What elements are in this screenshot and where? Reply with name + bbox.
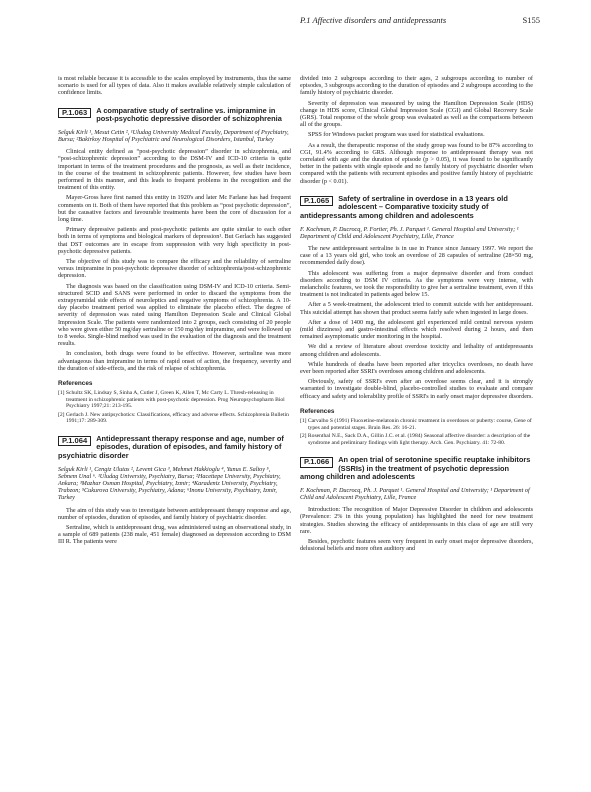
references-heading: References (58, 380, 93, 388)
left-column (58, 75, 291, 549)
abstract-paragraph: As a result, the therapeutic response of the study group was found to be 87% according to CGI, 91.4% according to GRS. Although response to antidepressant therapy was not correlated with age and the duration of episode (p > 0.05), it was found to be significantly better in the patients with single episode and no family history of psychiatric disorder when compared with the patients with recurrent episodes and positive family history of psychiatric disorder (p < 0.01). (300, 141, 533, 185)
abstract-paragraph: Mayer-Gross have first named this entity in 1920's and later Mc Farlane has had frequent comments on it. Both of them have reported that this problem as “post psychotic depression”, but the causative factors and favourable treatments have been the core of discussion for a long time. (58, 194, 291, 224)
abstract-paragraph: Primary depressive patients and post-psychotic patients are quite similar to each other both in terms of symptoms and biological markers of depression¹. But Gerlach has suggested that DST outcomes are in escape from suppression with very high specificity in post-psychotic depressive patients. (58, 226, 291, 255)
abstract-heading (58, 435, 291, 461)
abstract-paragraph: SPSS for Windows packet program was used for statistical evaluations. (308, 131, 485, 139)
reference-item: [2] Gerlach J. New antipsychotics: Classifications, efficacy and adverse effects. Schizophrenia Bulletin 1991;17: 289-309. (58, 411, 289, 425)
abstract-code: P.1.065 (300, 196, 333, 207)
continued-paragraph: is most reliable because it is accessible to the scales employed by instruments, thus the same scenario is used for all types of data. Also it makes available relatively simple calculation of confidence limits. (58, 75, 291, 97)
running-header (300, 15, 540, 25)
abstract-paragraph: Besides, psychotic features seem very frequent in early onset major depressive disorders, delusional beliefs and more often auditory and (300, 538, 533, 553)
reference-item: [1] Schultz SK, Lindsay S, Sinha A, Cutler J, Green K, Allen T, Mc Carty L. Thresh-releasing in treatment in schizophrenic patients with post-psychotic depression. Prog Neuropsychopharm Biol Psychiatry 1997;21: 213-195. (58, 390, 285, 410)
abstract-title: A comparative study of sertraline vs. imipramine in post-psychotic depressive disorder of schizophrenia (96, 106, 282, 124)
reference-item: [1] Carvalho S (1991) Fluoxetine-melatonin chronic treatment in overdoses or puberty: course, Gene of types and potential stages. Brain Res. 26: 16-21. (300, 418, 532, 431)
abstract-code: P.1.064 (58, 436, 91, 447)
abstract-heading (300, 456, 533, 482)
abstract-paragraph: After a dose of 1400 mg, the adolescent girl experienced mild central nervous system (mild dizziness) and gastro-intestinal effects which resolved during 2 hours, and then remained asymptomatic under monitoring in the hospital. (300, 318, 533, 341)
abstract-code: P.1.066 (300, 457, 333, 468)
abstract-paragraph: While hundreds of deaths have been reported after tricyclics overdoses, no death have ever been reported after SSRI's overdoses among children and adolescents. (300, 360, 533, 376)
abstract-paragraph: In conclusion, both drugs were found to be effective. However, sertraline was more advantageous than imipramine in terms of rapid onset of action, the frequency, severity and the duration of side-effects, and the risk of relapse of schizophrenia. (58, 350, 291, 372)
abstract-paragraph: The new antidepressant sertraline is in use in France since January 1997. We report the case of a 13 years old girl, who took an overdose of 28 capsules of sertraline (28×50 mg, recommended daily dose). (300, 245, 533, 267)
running-title: P.1 Affective disorders and antidepressants (300, 15, 447, 25)
abstract-authors: Selguk Kirli ¹, Mesut Cetin ², ¹Uludag University Medical Faculty, Department of Psychiatry, Bursa; ²Bakirkoy Hospital of Psychiatric and Neurological Disorders, Istanbul, Turkey (58, 128, 289, 143)
abstract-paragraph: The aim of this study was to investigate between antidepressant therapy response and age, number of episodes, duration of episodes, and family history of psychiatric disorder. (58, 506, 291, 521)
abstract-paragraph: This adolescent was suffering from a major depressive disorder and from conduct disorders according to DSM IV criteria. As the symptoms were very intense, with melancholic features, we took the responsibility to give her a sertraline treatment, even if this treatment is not indicated in patients aged below 15. (300, 269, 533, 299)
reference-item: [2] Rosenthal N.E., Sack D.A., Gillin J.C. et al. (1984) Seasonal affective disorder: a description of the syndrome and preliminary findings with light therapy. Arch. Gen. Psychiatry. 41: 72-80. (300, 433, 531, 446)
abstract-title: Safety of sertraline in overdose in a 13 years old adolescent – Comparative toxicity study of antidepressants among children and adolescents (300, 194, 508, 221)
abstract-heading (58, 107, 291, 124)
abstract-paragraph: Obviously, safety of SSRI's even after an overdose seems clear, and it is strongly warranted to investigate double-blind, placebo-controlled studies to evaluate and compare efficacy and safety and tolerability profile of SSRI's in early onset major depressive disorders. (300, 378, 533, 400)
right-column (300, 75, 533, 556)
abstract-paragraph: The diagnosis was based on the classification using DSM-IV and ICD-10 criteria. Semi-structured SCID and SANS were performed in order to discard the symptoms from the extrapyramidal side effects of neuroleptics and negative symptoms of schizophrenia. A 10-day placebo treatment period was applied to eliminate the placebo effect. The degree of severity of depression was rated using Hamilton Depression Scale and Clinical Global Impression Scale. The patients were randomized into 2 groups, each consisting of 20 people who were given either 50 mg/day sertraline or 150 mg/day imipramine, and were followed up to 8 weeks. Single-blind method was used in the evaluation of the diagnosis and the treatment results. (58, 282, 291, 348)
abstract-paragraph: Severity of depression was measured by using the Hamilton Depression Scale (HDS) change in HDS score, Clinical Global Impression Scale (CGI) and Global Recovery Scale (GRS). Total response of the whole group was evaluated as well as the comparisons between all of the groups. (300, 99, 533, 129)
abstract-authors: F. Kochman, P. Ducrocq, Ph. J. Parquet ¹. General Hospital and University; ¹ Department of Child and Adolescent Psychiatry, Lille, France (300, 486, 530, 502)
abstract-authors: F. Kochman, P. Ducrocq, P. Fortier, Ph. J. Parquet ¹. General Hospital and University; ¹ Department of Child and Adolescent Psychiatry, Lille, France (300, 225, 519, 240)
abstract-authors: Selguk Kirli ¹, Cengiz Ulutas ², Levent Gica ³, Mehmet Hakkioglu ⁴, Yunus E. Saltoy ⁵, Sebnem Unal ⁶. ¹Uludag University, Psychiatry, Bursa; ²Hacettepe University, Psychiatry, Ankara; ³Mazhar Osman Hospital, Psychiatry, Izmir; ⁴Karadeniz University, Psychiatry, Trabzon; ⁵Cukurova University, Psychiatry, Adana; ⁶Inonu University, Psychiatry, Izmir, Turkey (58, 465, 281, 502)
abstract-paragraph: We did a review of literature about overdose toxicity and lethality of antidepressants among children and adolescents. (300, 343, 533, 358)
abstract-paragraph: Sertraline, which is antidepressant drug, was administered using an observational study, in a sample of 689 patients (238 male, 451 female) diagnosed as depression according to DSM III R. The patients were (58, 524, 291, 546)
abstract-paragraph: Clinical entity defined as “post-psychotic depression” disorder in schizophrenia, and “post-schizophrenic depression” according to the DSM-IV and ICD-10 criteria is quite important in terms of the treatment procedures and the prognosis, as well as their incidence, in the course of the treatment in schizophrenic patients. However, few studies have been performed in this manner, and this leads to frequent problems in the recognition and the treatment of this entity. (58, 148, 291, 192)
abstract-paragraph: The objective of this study was to compare the efficacy and the reliability of sertraline versus imipramine in post-psychotic depressive disorder of schizophrenia/post-schizophrenic depression. (58, 258, 291, 280)
abstract-title: Antidepressant therapy response and age, number of episodes, duration of episodes, and family history of psychiatric disorder (58, 434, 284, 460)
abstract-heading (300, 195, 533, 221)
continued-paragraph: divided into 2 subgroups according to their ages, 2 subgroups according to number of episodes, 3 subgroups according to the duration of episodes and 2 subgroups according to the family history of psychiatric disorder. (300, 75, 533, 97)
abstract-paragraph: After a 5 week-treatment, the adolescent tried to commit suicide with her antidepressant. This suicidal attempt has shown that product seems fairly safe when ingested in large doses. (300, 301, 533, 316)
abstract-paragraph: Introduction: The recognition of Major Depressive Disorder in children and adolescents (Prevalence: 2% in this young population) has highlighted the need for new treatment strategies. Studies showing the efficacy of antidepressants in this class of age are still very rare. (300, 506, 533, 535)
page-number: S155 (522, 15, 540, 25)
abstract-title: An open trial of serotonine specific reuptake inhibitors (SSRIs) in the treatment of psychotic depression among children and adolescents (300, 456, 531, 482)
references-heading: References (300, 407, 335, 415)
abstract-code: P.1.063 (58, 108, 91, 119)
